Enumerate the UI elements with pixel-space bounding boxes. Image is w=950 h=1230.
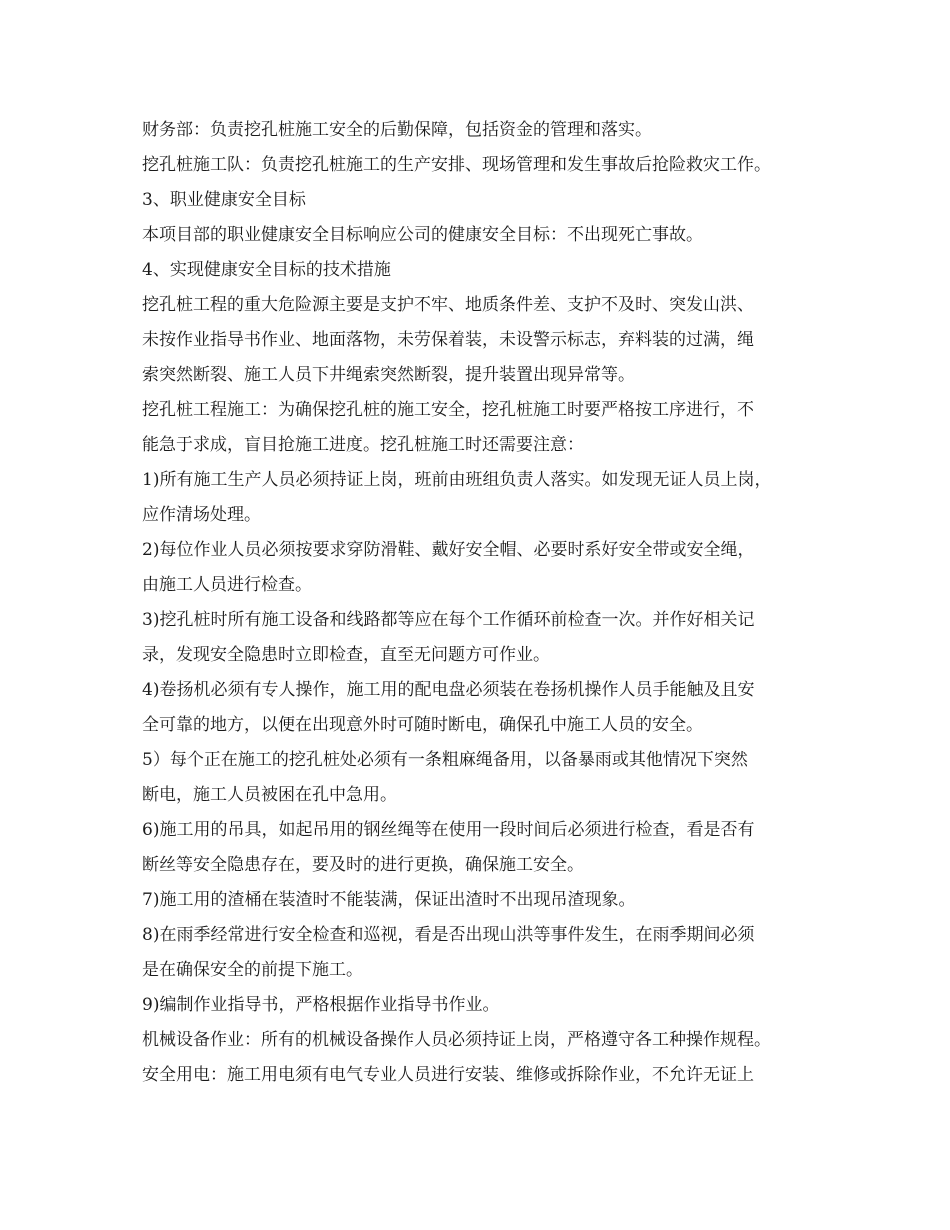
- text-line-pile-construction-2: 能急于求成，盲目抢施工进度。挖孔桩施工时还需要注意：: [142, 435, 584, 455]
- text-line-hazard-sources-3: 索突然断裂、施工人员下井绳索突然断裂，提升装置出现异常等。: [142, 365, 635, 385]
- document-body: [142, 113, 842, 1093]
- section-heading-technical-measures: 4、实现健康安全目标的技术措施: [142, 260, 391, 280]
- text-line-finance-dept: 财务部：负责挖孔桩施工安全的后勤保障，包括资金的管理和落实。: [142, 120, 652, 140]
- list-item-4-line-2: 全可靠的地方，以便在出现意外时可随时断电，确保孔中施工人员的安全。: [142, 715, 703, 735]
- list-item-4-line-1: 4)卷扬机必须有专人操作，施工用的配电盘必须装在卷扬机操作人员手能触及且安: [142, 680, 755, 700]
- text-line-hazard-sources-1: 挖孔桩工程的重大危险源主要是支护不牢、地质条件差、支护不及时、突发山洪、: [142, 295, 754, 315]
- text-line-machinery-operation: 机械设备作业：所有的机械设备操作人员必须持证上岗，严格遵守各工种操作规程。: [142, 1030, 771, 1050]
- list-item-2-line-2: 由施工人员进行检查。: [142, 575, 312, 595]
- text-line-electrical-safety: 安全用电：施工用电须有电气专业人员进行安装、维修或拆除作业，不允许无证上: [142, 1065, 754, 1085]
- section-heading-health-safety-goal: 3、职业健康安全目标: [142, 190, 306, 210]
- list-item-3-line-2: 录，发现安全隐患时立即检查，直至无问题方可作业。: [142, 645, 550, 665]
- list-item-6-line-1: 6)施工用的吊具，如起吊用的钢丝绳等在使用一段时间后必须进行检查，看是否有: [142, 820, 755, 840]
- list-item-5-line-2: 断电，施工人员被困在孔中急用。: [142, 785, 397, 805]
- text-line-pile-construction-1: 挖孔桩工程施工：为确保挖孔桩的施工安全，挖孔桩施工时要严格按工序进行，不: [142, 400, 754, 420]
- list-item-6-line-2: 断丝等安全隐患存在，要及时的进行更换，确保施工安全。: [142, 855, 584, 875]
- list-item-2-line-1: 2)每位作业人员必须按要求穿防滑鞋、戴好安全帽、必要时系好安全带或安全绳，: [142, 540, 755, 560]
- text-line-construction-team: 挖孔桩施工队：负责挖孔桩施工的生产安排、现场管理和发生事故后抢险救灾工作。: [142, 155, 771, 175]
- list-item-1-line-2: 应作清场处理。: [142, 505, 261, 525]
- list-item-5-line-1: 5）每个正在施工的挖孔桩处必须有一条粗麻绳备用，以备暴雨或其他情况下突然: [142, 750, 748, 770]
- list-item-8-line-2: 是在确保安全的前提下施工。: [142, 960, 363, 980]
- list-item-1-line-1: 1)所有施工生产人员必须持证上岗，班前由班组负责人落实。如发现无证人员上岗，: [142, 470, 772, 490]
- text-line-hazard-sources-2: 未按作业指导书作业、地面落物，未劳保着装，未设警示标志，弃料装的过满，绳: [142, 330, 754, 350]
- list-item-3-line-1: 3)挖孔桩时所有施工设备和线路都等应在每个工作循环前检查一次。并作好相关记: [142, 610, 755, 630]
- list-item-9: 9)编制作业指导书，严格根据作业指导书作业。: [142, 995, 500, 1015]
- list-item-7: 7)施工用的渣桶在装渣时不能装满，保证出渣时不出现吊渣现象。: [142, 890, 636, 910]
- list-item-8-line-1: 8)在雨季经常进行安全检查和巡视，看是否出现山洪等事件发生，在雨季期间必须: [142, 925, 755, 945]
- text-line-safety-goal: 本项目部的职业健康安全目标响应公司的健康安全目标：不出现死亡事故。: [142, 225, 703, 245]
